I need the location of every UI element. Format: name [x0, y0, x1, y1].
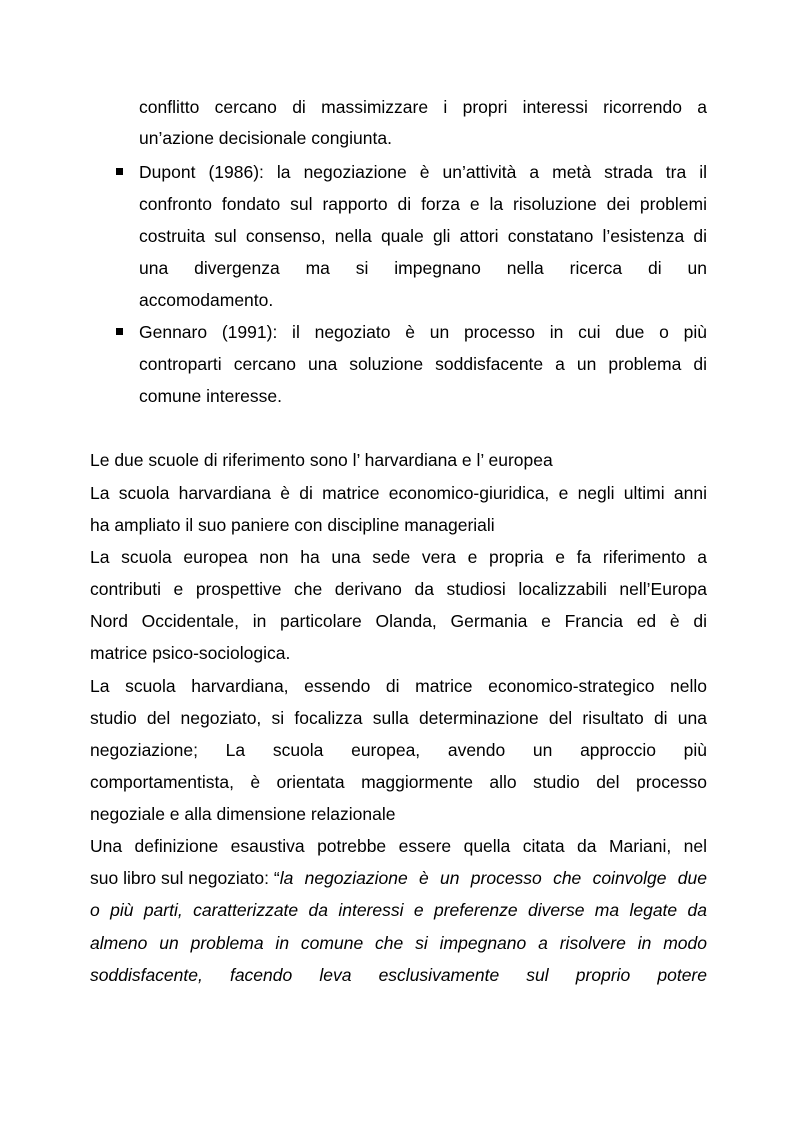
body-line-12: negoziale e alla dimensione relazionale	[90, 804, 396, 824]
bullet-3-line-1: Gennaro (1991): il negoziato è un processo in cui due o più	[139, 322, 707, 342]
quote-line-4: soddisfacente, facendo leva esclusivamente sul proprio potere	[90, 965, 707, 985]
body-line-10: negoziazione; La scuola europea, avendo un approccio più	[90, 740, 707, 760]
bullet-marker-2	[116, 168, 123, 175]
body-line-8: La scuola harvardiana, essendo di matrice economico-strategico nello	[90, 676, 707, 696]
body-line-5: contributi e prospettive che derivano da studiosi localizzabili nell’Europa	[90, 579, 707, 599]
bullet-1-line-2: un’azione decisionale congiunta.	[139, 128, 392, 148]
body-line-11: comportamentista, è orientata maggiormente allo studio del processo	[90, 772, 707, 792]
body-line-9: studio del negoziato, si focalizza sulla determinazione del risultato di una	[90, 708, 707, 728]
body-line-4: La scuola europea non ha una sede vera e propria e fa riferimento a	[90, 547, 707, 567]
bullet-marker-3	[116, 328, 123, 335]
bullet-1-line-1: conflitto cercano di massimizzare i propri interessi ricorrendo a	[139, 97, 707, 117]
body-line-2: La scuola harvardiana è di matrice economico-giuridica, e negli ultimi anni	[90, 483, 707, 503]
bullet-3-line-2: controparti cercano una soluzione soddisfacente a un problema di	[139, 354, 707, 374]
quote-intro-line	[90, 867, 707, 889]
body-line-7: matrice psico-sociologica.	[90, 643, 291, 663]
body-line-1: Le due scuole di riferimento sono l’ harvardiana e l’ europea	[90, 450, 553, 470]
body-line-6: Nord Occidentale, in particolare Olanda, Germania e Francia ed è di	[90, 611, 707, 631]
quote-first: la negoziazione è un processo che coinvolge due	[279, 868, 707, 888]
bullet-2-line-5: accomodamento.	[139, 290, 274, 310]
bullet-2-line-2: confronto fondato sul rapporto di forza e la risoluzione dei problemi	[139, 194, 707, 214]
bullet-2-line-3: costruita sul consenso, nella quale gli attori constatano l’esistenza di	[139, 226, 707, 246]
quote-intro: suo libro sul negoziato: “	[90, 868, 280, 888]
bullet-2-line-4: una divergenza ma si impegnano nella ricerca di un	[139, 258, 707, 278]
quote-line-3: almeno un problema in comune che si impegnano a risolvere in modo	[90, 933, 707, 953]
quote-line-2: o più parti, caratterizzate da interessi e preferenze diverse ma legate da	[90, 900, 707, 920]
bullet-3-line-3: comune interesse.	[139, 386, 282, 406]
bullet-2-line-1: Dupont (1986): la negoziazione è un’attività a metà strada tra il	[139, 162, 707, 182]
body-line-13: Una definizione esaustiva potrebbe essere quella citata da Mariani, nel	[90, 836, 707, 856]
body-line-3: ha ampliato il suo paniere con discipline manageriali	[90, 515, 495, 535]
